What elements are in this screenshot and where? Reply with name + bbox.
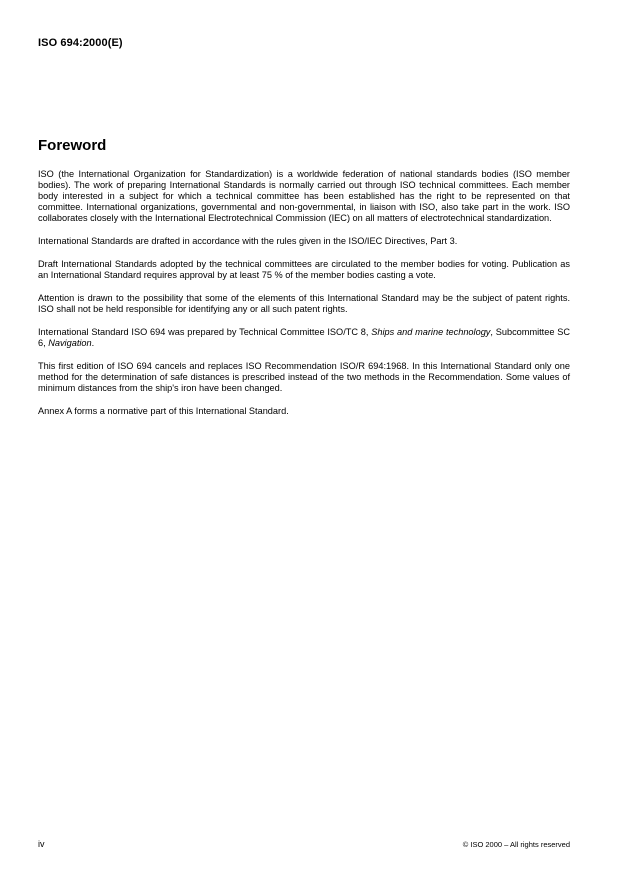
paragraph-drafting-rules: International Standards are drafted in accordance with the rules given in the ISO/IEC Directives, Part 3.: [38, 236, 458, 246]
copyright-notice: © ISO 2000 – All rights reserved: [462, 840, 570, 849]
page-number: iv: [38, 839, 45, 849]
technical-committee-name: Ships and marine technology: [371, 327, 491, 337]
paragraph-annex: Annex A forms a normative part of this International Standard.: [38, 406, 289, 416]
foreword-body: [38, 169, 570, 429]
committee-text-suffix: .: [91, 338, 95, 348]
paragraph-iso-overview: ISO (the International Organization for Standardization) is a worldwide federation of national standards bodies (ISO member bodies). The work of preparing International Standards is normally carried out through ISO technical committees. Each member body interested in a subject for which a technical committee has been established has the right to be represented on that committee. International organizations, governmental and non-governmental, in liaison with ISO, also take part in the work. ISO collaborates closely with the International Electrotechnical Commission (IEC) on all matters of electrotechnical standardization.: [38, 169, 570, 223]
paragraph-edition-history: This first edition of ISO 694 cancels and replaces ISO Recommendation ISO/R 694:1968. In this International Standard only one method for the determination of safe distances is prescribed instead of the two methods in the Recommendation. Some values of minimum distances from the ship's iron have been changed.: [38, 361, 570, 393]
paragraph-committee: [38, 327, 570, 349]
paragraph-voting: Draft International Standards adopted by the technical committees are circulated to the member bodies for voting. Publication as an International Standard requires approval by at least 75 % of the member bodies casting a vote.: [38, 259, 570, 280]
section-title: Foreword: [38, 137, 107, 154]
committee-text-prefix: International Standard ISO 694 was prepared by Technical Committee ISO/TC 8,: [38, 327, 372, 337]
subcommittee-name: Navigation: [48, 338, 92, 348]
paragraph-patent-rights: Attention is drawn to the possibility that some of the elements of this International Standard may be the subject of patent rights. ISO shall not be held responsible for identifying any or all such patent rights.: [38, 293, 570, 314]
committee-text-middle: , Subcommittee SC 6,: [38, 327, 570, 348]
document-id: ISO 694:2000(E): [38, 37, 123, 49]
